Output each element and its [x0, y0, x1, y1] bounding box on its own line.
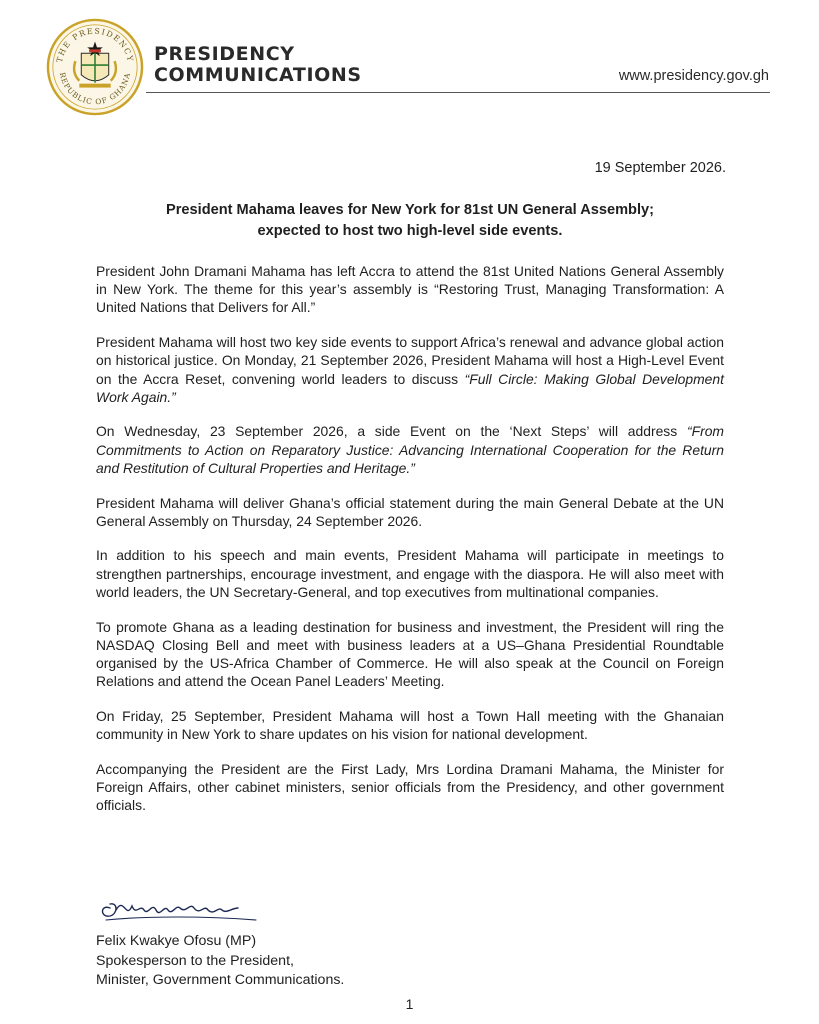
org-line-1: PRESIDENCY	[154, 43, 295, 65]
signature-block	[96, 886, 496, 991]
org-line-2: COMMUNICATIONS	[154, 64, 362, 86]
paragraph: President John Dramani Mahama has left Accra to attend the 81st United Nations General Assembly in New York. The theme for this year’s assembly is “Restoring Trust, Managing Transformation: A United Nations that Delivers for All.”	[96, 263, 724, 316]
svg-text:REPUBLIC OF GHANA: REPUBLIC OF GHANA	[57, 71, 133, 107]
press-release-body	[96, 262, 724, 831]
signer-title-2: Minister, Government Communications.	[96, 972, 345, 988]
paragraph: To promote Ghana as a leading destination for business and investment, the President will ring the NASDAQ Closing Bell and meet with business leaders at a US–Ghana Presidential Roundtable organised by the US-Africa Chamber of Commerce. He will also speak at the Council on Foreign Relations and attend the Ocean Panel Leaders’ Meeting.	[96, 618, 724, 690]
signer-name: Felix Kwakye Ofosu (MP)	[96, 933, 257, 949]
headline-line-2: expected to host two high-level side events.	[257, 223, 563, 239]
paragraph: President Mahama will host two key side events to support Africa’s renewal and advance global action on historical justice. On Monday, 21 September 2026, President Mahama will host a High-Level Event on the Accra Reset, convening world leaders to discuss “Full Circle: Making Global Development Work Again.”	[96, 334, 724, 405]
organization-name	[154, 44, 362, 86]
presidency-seal-icon	[46, 18, 144, 116]
press-release-headline	[96, 200, 724, 242]
signer-title-1: Spokesperson to the President,	[96, 952, 294, 969]
header-divider	[146, 92, 770, 93]
website-url: www.presidency.gov.gh	[618, 68, 769, 84]
paragraph: In addition to his speech and main events, President Mahama will participate in meetings to strengthen partnerships, encourage investment, and engage with the diaspora. He will also meet with world leaders, the UN Secretary-General, and top executives from multinational companies.	[96, 547, 724, 600]
page-number: 1	[405, 996, 414, 1012]
paragraph: Accompanying the President are the First Lady, Mrs Lordina Dramani Mahama, the Minister for Foreign Affairs, other cabinet ministers, senior officials from the Presidency, and other government officials.	[96, 760, 724, 814]
svg-text:THE PRESIDENCY: THE PRESIDENCY	[54, 26, 136, 64]
paragraph: On Friday, 25 September, President Mahama will host a Town Hall meeting with the Ghanaian community in New York to share updates on his vision for national development.	[96, 707, 724, 743]
event-title: “From Commitments to Action on Reparatory Justice: Advancing International Cooperation for the Return and Restitution of Cultural Properties and Heritage.”	[96, 423, 724, 476]
paragraph: On Wednesday, 23 September 2026, a side Event on the ‘Next Steps’ will address “From Commitments to Action on Reparatory Justice: Advancing International Cooperation for the Return and Restitution of Cultural Properties and Heritage.”	[96, 423, 724, 476]
event-title: “Full Circle: Making Global Development Work Again.”	[96, 370, 724, 405]
headline-line-1: President Mahama leaves for New York for 81st UN General Assembly;	[166, 202, 654, 218]
handwritten-signature-icon	[96, 886, 266, 932]
release-date: 19 September 2026.	[594, 160, 726, 176]
paragraph: President Mahama will deliver Ghana’s official statement during the main General Debate at the UN General Assembly on Thursday, 24 September 2026.	[96, 494, 724, 529]
letterhead	[0, 0, 819, 110]
